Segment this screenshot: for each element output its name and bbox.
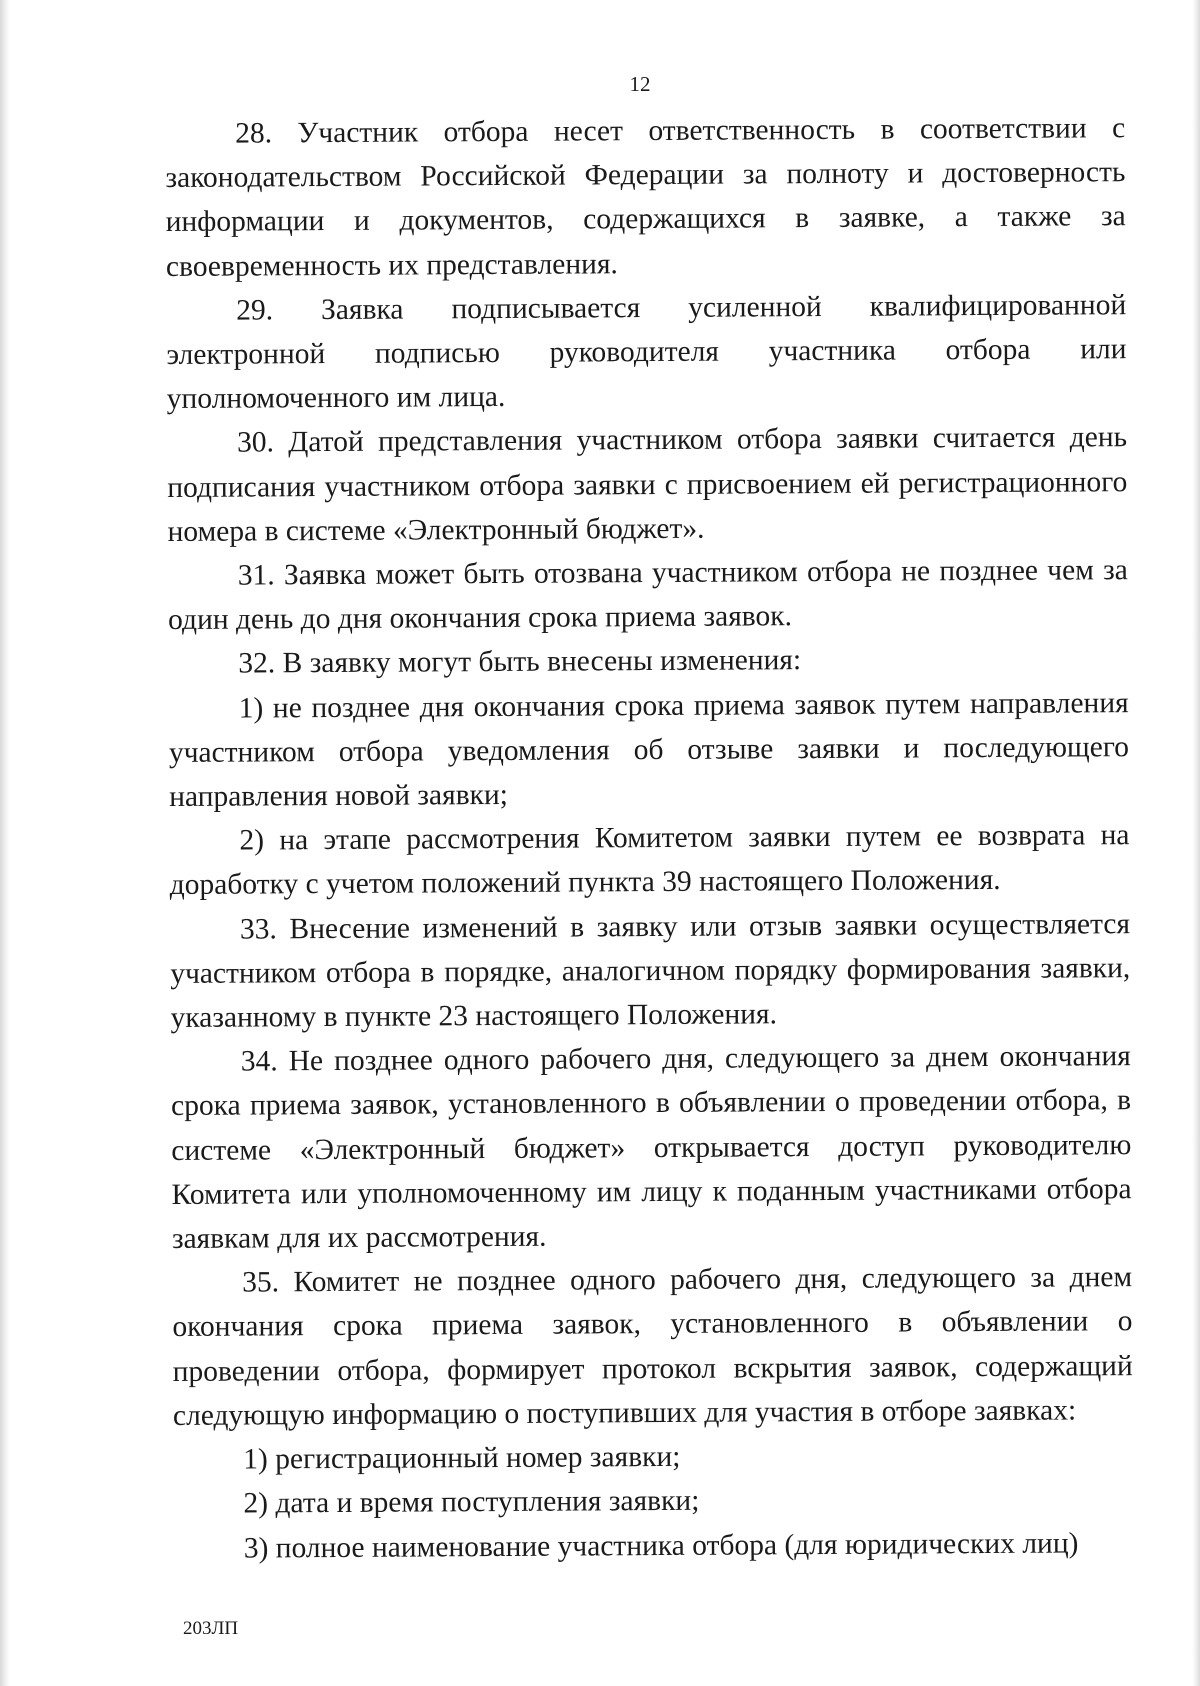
paragraph-35-item-3: 3) полное наименование участника отбора (для юридических лиц) [243,1526,1079,1565]
paragraph-32: 32. В заявку могут быть внесены изменения: [238,644,802,680]
paragraph-35-item-2: 2) дата и время поступления заявки; [243,1485,700,1520]
paragraph-33: 33. Внесение изменений в заявку или отзыв заявки осуществляется участником отбора в порядке, аналогичном порядку формирования заявки, указанному в пункте 23 настоящего Положения. [170,907,1131,1035]
scan-edge-left [0,0,10,1686]
paragraph-35-item-1: 1) регистрационный номер заявки; [243,1440,681,1476]
document-body [165,106,1134,1571]
paragraph-30: 30. Датой представления участником отбора заявки считается день подписания участником отбора заявки с присвоением ей регистрационного номера в системе «Электронный бюджет». [167,421,1128,548]
paragraph-34: 34. Не позднее одного рабочего дня, следующего за днем окончания срока приема заявок, установленного в объявлении о проведении отбора, в системе «Электронный бюджет» открывается доступ руководителю Комитета или уполномоченному им лицу к поданным участниками отбора заявкам для их рассмотрения. [170,1040,1132,1256]
page-number: 12 [629,72,651,96]
paragraph-35: 35. Комитет не позднее одного рабочего дня, следующего за днем окончания срока приема заявок, установленного в объявлении о проведении отбора, формирует протокол вскрытия заявок, содержащий следующую информацию о поступивших для участия в отборе заявках: [172,1261,1133,1432]
paragraph-32-item-2: 2) на этапе рассмотрения Комитетом заявки путем ее возврата на доработку с учетом положений пункта 39 настоящего Положения. [169,819,1130,902]
paragraph-29: 29. Заявка подписывается усиленной квалифицированной электронной подписью руководителя участника отбора или уполномоченного им лица. [166,288,1127,416]
paragraph-28: 28. Участник отбора несет ответственность в соответствии с законодательством Российской Федерации за полноту и достоверность информации и документов, содержащихся в заявке, а также за своевременность их представления. [165,112,1126,283]
paragraph-32-item-1: 1) не позднее дня окончания срока приема заявок путем направления участником отбора уведомления об отзыве заявки и последующего направления новой заявки; [168,686,1129,814]
document-code: 203ЛП [183,1618,239,1639]
paragraph-31: 31. Заявка может быть отозвана участником отбора не позднее чем за один день до дня окончания срока приема заявок. [168,554,1128,637]
scan-edge-right [1192,0,1200,1686]
